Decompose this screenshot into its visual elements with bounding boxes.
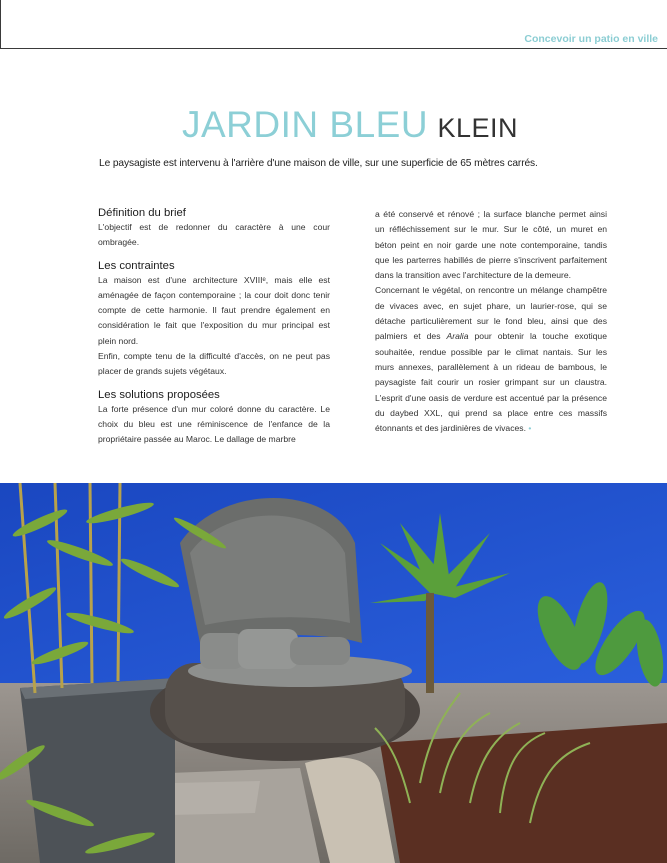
title-klein: KLEIN	[437, 113, 518, 143]
canopy-inner	[190, 516, 350, 626]
pillow	[290, 637, 350, 665]
article-title	[0, 104, 667, 146]
body-solutions: La forte présence d'un mur coloré donne du caractère. Le choix du bleu est une réminiscence de l'enfance de la propriétaire passée au Maroc. Le dallage de marbre	[98, 403, 330, 445]
body-right-1: a été conservé et rénové ; la surface blanche permet ainsi un réfléchissement sur le mur. Sur le côté, un muret en béton peint en noir garde une note contemporaine, tandis que les parterres habillés de pierre s'inscrivent parfaitement dans la transition avec l'architecture de la demeure.	[375, 209, 607, 281]
body-right-2a: Concernant le végétal, on rencontre un mélange champêtre de vivaces avec, en sujet phare, un laurier-rose, qui se détache particulièrement sur le fond bleu, ainsi que des palmiers et des	[375, 285, 607, 342]
title-jardin-bleu: JARDIN BLEU	[182, 104, 429, 145]
body-right-aralia: Aralia	[446, 331, 469, 342]
right-column	[375, 207, 607, 436]
body-brief: L'objectif est de redonner du caractère à une cour ombragée.	[98, 222, 330, 248]
body-right-2	[375, 283, 607, 436]
end-mark: •	[528, 423, 532, 434]
article-lede: Le paysagiste est intervenu à l'arrière d'une maison de ville, sur une superficie de 65 mètres carrés.	[99, 158, 538, 169]
garden-photo	[0, 483, 667, 863]
running-head: Concevoir un patio en ville	[524, 33, 658, 45]
body-contraintes: La maison est d'une architecture XVIIIᵉ, mais elle est aménagée de façon contemporaine ; la cour doit donc tenir compte de cette harmonie. Il faut prendre également en considération le fait que l'exposition du mur principal est plein nord.	[98, 274, 330, 346]
pillow	[200, 633, 244, 669]
heading-brief: Définition du brief	[98, 207, 186, 219]
left-column	[98, 206, 330, 448]
garden-photo-illustration	[0, 483, 667, 863]
mulch-bed	[380, 723, 667, 863]
paving-stone	[170, 781, 260, 815]
heading-solutions: Les solutions proposées	[98, 388, 220, 401]
pillow	[238, 629, 298, 669]
header-rule	[0, 48, 667, 49]
header-left-rule	[0, 0, 1, 49]
body-contraintes-2: Enfin, compte tenu de la difficulté d'accès, on ne peut pas placer de grands sujets végétaux.	[98, 351, 330, 377]
body-right-2b: pour obtenir la touche exotique souhaitée, rendue possible par le climat nantais. Sur les murs annexes, parallèlement à un rideau de bambous, le paysagiste fait courir un rosier grimpant sur un claustra. L'esprit d'une oasis de verdure est accentué par la présence du daybed XXL, qui prend sa place entre ces massifs étonnants et des jardinières de vivaces.	[375, 331, 607, 434]
heading-contraintes: Les contraintes	[98, 259, 175, 272]
